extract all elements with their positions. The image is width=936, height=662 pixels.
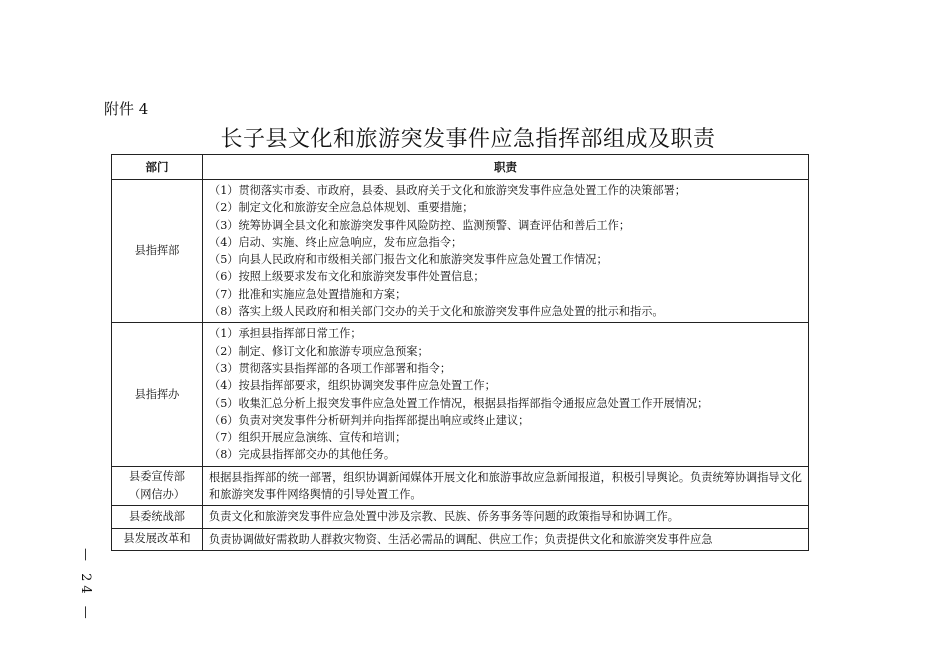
- duty-item: （6）按照上级要求发布文化和旅游突发事件处置信息；: [209, 270, 485, 284]
- dept-cell: [112, 466, 203, 506]
- dept-cell: 县指挥部: [112, 180, 203, 323]
- dept-name: 县委宣传部: [129, 470, 185, 484]
- duty-item: （4）启动、实施、终止应急响应，发布应急指令；: [209, 235, 463, 249]
- duty-cell: 负责协调做好需救助人群救灾物资、生活必需品的调配、供应工作；负责提供文化和旅游突发事件应急: [203, 528, 809, 550]
- table-row: [112, 528, 809, 550]
- duty-item: （8）完成县指挥部交办的其他任务。: [209, 448, 396, 462]
- duty-item: （2）制定文化和旅游安全应急总体规划、重要措施；: [209, 201, 474, 215]
- dept-cell: 县发展改革和: [112, 528, 203, 550]
- dept-cell: 县指挥办: [112, 323, 203, 466]
- dept-cell: 县委统战部: [112, 506, 203, 528]
- duty-cell: 负责文化和旅游突发事件应急处置中涉及宗教、民族、侨务事务等问题的政策指导和协调工作。: [203, 506, 809, 528]
- header-dept: 部门: [112, 155, 203, 180]
- page-number: — 24 —: [78, 548, 93, 623]
- duty-item: （4）按县指挥部要求，组织协调突发事件应急处置工作；: [209, 379, 496, 393]
- duty-item: （1）贯彻落实市委、市政府，县委、县政府关于文化和旅游突发事件应急处置工作的决策部署；: [209, 184, 686, 197]
- document-title: 长子县文化和旅游突发事件应急指挥部组成及职责: [220, 127, 716, 152]
- duty-cell: [203, 323, 809, 466]
- table-row: [112, 506, 809, 528]
- duty-item: （5）向县人民政府和市级相关部门报告文化和旅游突发事件应急处置工作情况；: [209, 253, 608, 267]
- table-header-row: [112, 155, 809, 180]
- duty-item: （7）批准和实施应急处置措施和方案；: [209, 287, 407, 301]
- table-row: [112, 466, 809, 506]
- duty-item: （8）落实上级人民政府和相关部门交办的关于文化和旅游突发事件应急处置的批示和指示。: [209, 305, 664, 319]
- table-row: [112, 323, 809, 466]
- duty-item: （3）贯彻落实县指挥部的各项工作部署和指令；: [209, 361, 452, 375]
- attachment-label: 附件 4: [104, 100, 149, 118]
- duty-cell: 根据县指挥部的统一部署，组织协调新闻媒体开展文化和旅游事故应急新闻报道，积极引导舆论。负责统筹协调指导文化和旅游突发事件网络舆情的引导处置工作。: [203, 466, 809, 506]
- duty-item: （3）统筹协调全县文化和旅游突发事件风险防控、监测预警、调查评估和善后工作；: [209, 218, 631, 232]
- duty-cell: [203, 180, 809, 323]
- duty-item: （7）组织开展应急演练、宣传和培训；: [209, 431, 407, 445]
- table-row: [112, 180, 809, 323]
- duty-item: （1）承担县指挥部日常工作；: [209, 327, 362, 341]
- dept-subname: （网信办）: [129, 488, 185, 502]
- header-duty: 职责: [203, 155, 809, 180]
- duty-item: （5）收集汇总分析上报突发事件应急处置工作情况，根据县指挥部指令通报应急处置工作开展情况；: [209, 396, 709, 410]
- duty-item: （6）负责对突发事件分析研判并向指挥部提出响应或终止建议；: [209, 413, 530, 427]
- duty-table: [111, 154, 809, 551]
- duty-item: （2）制定、修订文化和旅游专项应急预案；: [209, 344, 429, 358]
